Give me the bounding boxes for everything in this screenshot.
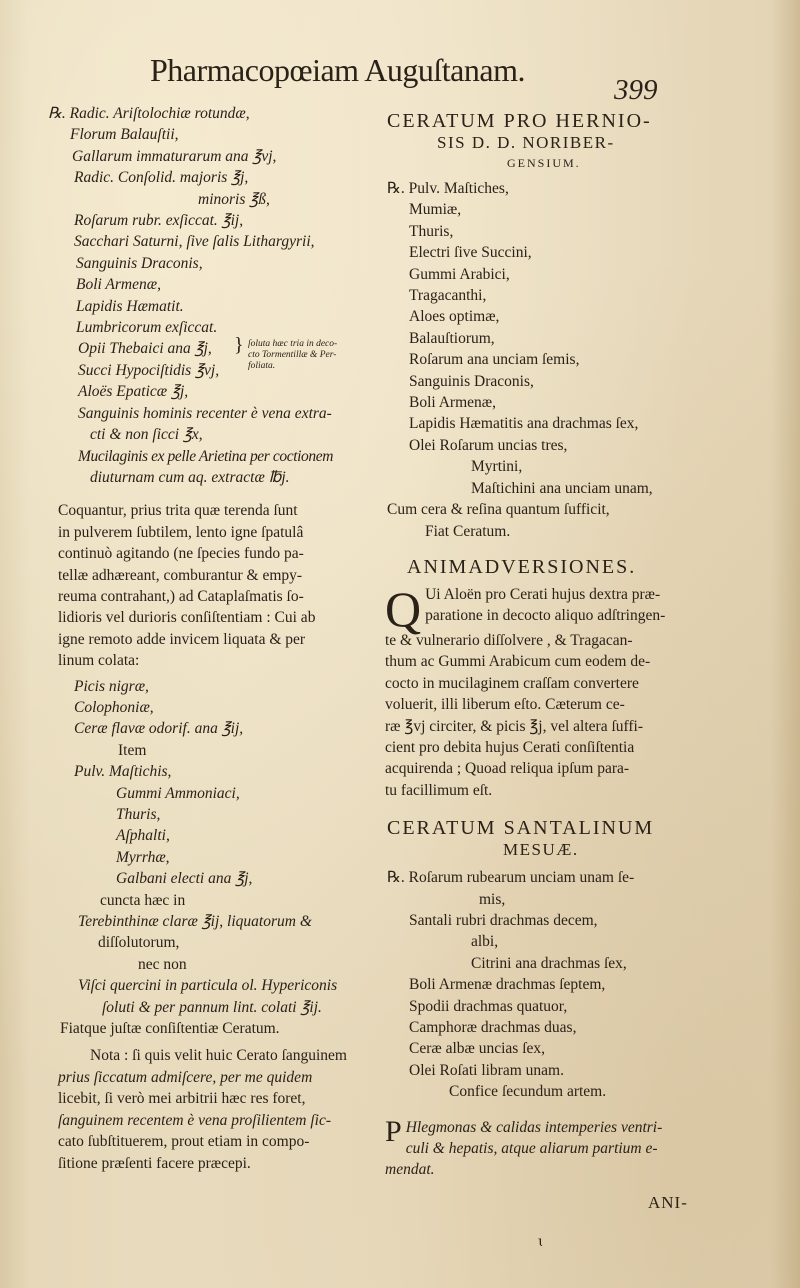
recipe-line: Sanguinis Draconis,	[76, 254, 203, 272]
section-title: MESUÆ.	[503, 840, 579, 860]
ink-mark: ɩ	[538, 1234, 544, 1250]
list-item: diſſolutorum,	[98, 934, 180, 952]
page-number: 399	[614, 74, 658, 106]
recipe-line: Camphoræ drachmas duas,	[409, 1019, 577, 1036]
recipe-line: Sacchari Saturni, ſive ſalis Lithargyrii,	[74, 233, 315, 251]
text-line: ræ ℥vj circiter, & picis ℥j, vel altera ſuffi-	[385, 717, 644, 735]
list-item: Gummi Ammoniaci,	[116, 784, 240, 802]
recipe-line: Confice ſecundum artem.	[449, 1083, 607, 1101]
recipe-line: diuturnam cum aq. extractæ ℔j.	[90, 468, 290, 486]
recipe-line: Roſarum rubr. exſiccat. ℥ij,	[74, 212, 244, 230]
recipe-line: Aloës Epaticæ ℥j,	[78, 383, 189, 401]
side-note-line: ſoluta hæc tria in deco-	[248, 339, 338, 349]
recipe-line: Boli Armenæ drachmas ſeptem,	[409, 976, 606, 994]
recipe-line: Santali rubri drachmas decem,	[409, 911, 598, 929]
text-line: mendat.	[385, 1161, 435, 1179]
recipe-line: Cum cera & reſina quantum ſufficit,	[387, 501, 610, 519]
recipe-line: Olei Roſarum uncias tres,	[409, 436, 568, 454]
text-line: linum colata:	[58, 652, 140, 670]
recipe-line: Fiat Ceratum.	[425, 522, 511, 540]
section-title: CERATUM SANTALINUM	[387, 817, 655, 840]
list-item: Picis nigræ,	[74, 677, 149, 695]
recipe-line: Roſarum ana unciam ſemis,	[409, 351, 580, 369]
animadversiones-text	[385, 580, 703, 801]
text-line: cient pro debita hujus Cerati conſiſtentia	[385, 738, 635, 756]
recipe-line: Lapidis Hæmatitis ana drachmas ſex,	[409, 415, 639, 433]
recipe-line: Electri ſive Succini,	[409, 244, 532, 262]
running-title: Pharmacopœiam Auguſtanam.	[150, 52, 525, 88]
recipe-block	[385, 867, 715, 1102]
text-line: tu facillimum eſt.	[385, 781, 493, 799]
recipe-line: Mumiæ,	[409, 201, 462, 219]
text-line: in pulverem ſubtilem, lento igne ſpatulâ	[58, 523, 304, 541]
left-column	[48, 103, 373, 1174]
recipe-line: Opii Thebaici ana ℥j,	[78, 340, 212, 358]
nota-paragraph	[48, 1045, 373, 1173]
recipe-line: mis,	[479, 890, 506, 908]
recipe-line: Radic. Conſolid. majoris ℥j,	[74, 169, 249, 187]
text-line: prius ſiccatum admiſcere, per me quidem	[58, 1068, 313, 1086]
recipe-line: Spodii drachmas quatuor,	[409, 997, 568, 1015]
text-line: igne remoto adde invicem liquata & per	[58, 630, 306, 648]
recipe-line: Balauſtiorum,	[409, 329, 495, 347]
text-line: Ui Aloën pro Cerati hujus dextra præ-	[425, 585, 661, 603]
text-line: acquirenda ; Quoad reliqua ipſum para-	[385, 760, 630, 778]
text-line: cocto in mucilaginem craſſam convertere	[385, 674, 639, 692]
text-line: paratione in decocto aliquo adſtringen-	[425, 607, 666, 625]
recipe-line: Sanguinis Draconis,	[409, 372, 534, 390]
list-item: Item	[118, 741, 147, 759]
brace: }	[234, 334, 244, 356]
list-item: Ceræ flavæ odorif. ana ℥ij,	[74, 720, 244, 738]
text-line: reuma contrahant,) ad Cataplaſmatis ſo-	[58, 587, 304, 605]
text-line: cato ſubſtituerem, prout etiam in compo-	[58, 1133, 310, 1151]
ingredient-list	[48, 676, 373, 1040]
list-item: Viſci quercini in particula ol. Hypericonis	[78, 977, 338, 995]
closing-paragraph	[385, 1114, 703, 1181]
recipe-block	[48, 103, 373, 488]
list-item: cuncta hæc in	[100, 891, 186, 909]
section-title: GENSIUM.	[507, 156, 581, 170]
text-line: voluerit, illi liberum eſto. Cæterum ce-	[385, 696, 625, 714]
side-note-line: cto Tormentillæ & Per-	[248, 350, 337, 360]
recipe-line: Sanguinis hominis recenter è vena extra-	[78, 404, 332, 422]
section-title: SIS D. D. NORIBER-	[437, 133, 615, 152]
text-line: ſanguinem recentem è vena proſilientem ſic-	[58, 1111, 332, 1129]
list-item: Colophoniæ,	[74, 698, 154, 716]
recipe-line: Citrini ana drachmas ſex,	[471, 954, 627, 972]
recipe-line: Succi Hypociſtidis ℥vj,	[78, 361, 220, 379]
recipe-line: Mucilaginis ex pelle Arietina per coctionem	[78, 447, 333, 465]
text-line: ſitione præſenti facere præcepi.	[58, 1154, 251, 1172]
recipe-line: ℞. Roſarum rubearum unciam unam ſe-	[387, 869, 635, 887]
procedure-paragraph	[48, 500, 373, 671]
recipe-line: minoris ℥ß,	[198, 190, 270, 208]
recipe-line: ℞. Pulv. Maſtiches,	[387, 180, 509, 197]
recipe-line: Myrtini,	[471, 458, 523, 476]
list-item: Pulv. Maſtichis,	[74, 763, 172, 781]
text-line: thum ac Gummi Arabicum cum eodem de-	[385, 653, 651, 671]
list-item: Fiatque juſtæ conſiſtentiæ Ceratum.	[60, 1020, 280, 1038]
recipe-line: Florum Balauſtii,	[70, 126, 179, 144]
list-item: Terebinthinæ claræ ℥ij, liquatorum &	[78, 913, 312, 931]
recipe-block	[385, 178, 715, 542]
right-column	[385, 110, 715, 1181]
drop-cap: Q	[385, 580, 422, 637]
recipe-line: Ceræ albæ uncias ſex,	[409, 1040, 546, 1058]
text-line: Nota : ſi quis velit huic Cerato ſanguinem	[90, 1047, 347, 1065]
text-line: continuò agitando (ne ſpecies fundo pa-	[58, 545, 304, 563]
recipe-line: Tragacanthi,	[409, 287, 487, 305]
recipe-line: cti & non ſicci ℥x,	[90, 426, 203, 444]
list-item: Thuris,	[116, 806, 161, 823]
recipe-line: Boli Armenæ,	[76, 276, 161, 294]
recipe-line: albi,	[471, 933, 499, 951]
recipe-line: Gummi Arabici,	[409, 265, 510, 283]
text-line: Hlegmonas & calidas intemperies ventri-	[405, 1118, 663, 1136]
recipe-line: ℞. Radic. Ariſtolochiæ rotundæ,	[48, 105, 250, 122]
list-item: Aſphalti,	[116, 827, 170, 845]
recipe-line: Maſtichini ana unciam unam,	[471, 479, 653, 497]
recipe-line: Lumbricorum exſiccat.	[76, 319, 218, 337]
recipe-line: Lapidis Hæmatit.	[76, 297, 184, 315]
side-note-line: foliata.	[248, 361, 276, 371]
drop-cap: P	[385, 1114, 402, 1148]
list-item: Galbani electi ana ℥j,	[116, 870, 253, 888]
list-item: ſoluti & per pannum lint. colati ℥ij.	[102, 998, 322, 1016]
text-line: te & vulnerario diſſolvere , & Tragacan-	[385, 631, 633, 649]
recipe-line: Aloes optimæ,	[409, 308, 500, 326]
catchword: ANI-	[648, 1193, 688, 1212]
text-line: culi & hepatis, atque aliarum partium e-	[405, 1140, 658, 1158]
recipe-line: Gallarum immaturarum ana ℥vj,	[72, 147, 277, 165]
text-line: lidioris vel durioris conſiſtentiam : Cui ab	[58, 609, 316, 627]
list-item: nec non	[138, 955, 187, 973]
recipe-line: Boli Armenæ,	[409, 394, 496, 412]
list-item: Myrrhæ,	[116, 848, 170, 866]
text-line: licebit, ſi verò mei arbitrii hæc res foret,	[58, 1090, 306, 1108]
animadversiones-title: ANIMADVERSIONES.	[407, 555, 637, 578]
text-line: tellæ adhæreant, comburantur & empy-	[58, 566, 303, 584]
section-title: CERATUM PRO HERNIO-	[387, 110, 652, 132]
recipe-line: Thuris,	[409, 222, 454, 240]
side-note	[248, 339, 337, 372]
recipe-line: Olei Roſati libram unam.	[409, 1061, 564, 1079]
text-line: Coquantur, prius trita quæ terenda ſunt	[58, 502, 298, 520]
